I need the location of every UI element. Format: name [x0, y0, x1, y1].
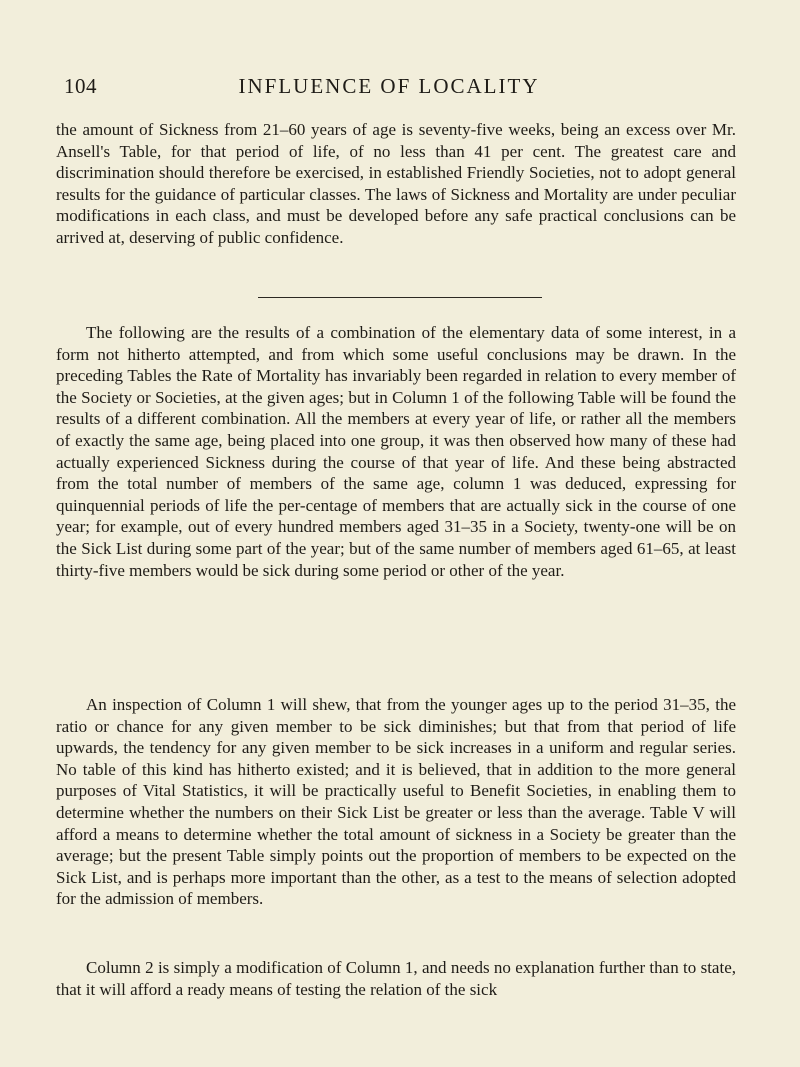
paragraph-2: The following are the results of a combination of the elementary data of some interest, in a form not hitherto attempted, and from which some useful conclusions may be drawn. In the preceding Tables the Rate of Mortality has invariably been regarded in relation to every member of the Society or Societies, at the given ages; but in Column 1 of the following Table will be found the results of a different combination. All the members at every year of life, or rather all the members of exactly the same age, being placed into one group, it was then observed how many of these had actually experienced Sickness during the course of that year of life. And these being abstracted from the total number of members of the same age, column 1 was deduced, expressing for quinquennial periods of life the per-centage of members that are actually sick in the course of one year; for example, out of every hundred members aged 31–35 in a Society, twenty-one will be on the Sick List during some part of the year; but of the same number of members aged 61–65, at least thirty-five members would be sick during some period or other of the year.: [56, 323, 736, 580]
page-header: [64, 74, 714, 102]
running-title: INFLUENCE OF LOCALITY: [238, 74, 540, 98]
paragraph-4: Column 2 is simply a modification of Column 1, and needs no explanation further than to state, that it will afford a ready means of testing the relation of the sick: [56, 958, 736, 999]
paragraph-1: the amount of Sickness from 21–60 years of age is seventy-five weeks, being an excess over Mr. Ansell's Table, for that period of life, of no less than 41 per cent. The greatest care and discrimination should therefore be exercised, in established Friendly Societies, not to adopt general results for the guidance of particular classes. The laws of Sickness and Mortality are under peculiar modifications in each class, and must be developed before any safe practical conclusions can be arrived at, deserving of public confidence.: [56, 120, 736, 247]
page-number: 104: [64, 74, 97, 98]
paragraph-3: An inspection of Column 1 will shew, that from the younger ages up to the period 31–35, the ratio or chance for any given member to be sick diminishes; but that from that period of life upwards, the tendency for any given member to be sick increases in a uniform and regular series. No table of this kind has hitherto existed; and it is believed, that in addition to the more general purposes of Vital Statistics, it will be practically useful to Benefit Societies, in enabling them to determine whether the numbers on their Sick List be greater or less than the average. Table V will afford a means to determine whether the total amount of sickness in a Society be greater than the average; but the present Table simply points out the proportion of members to be expected on the Sick List, and is perhaps more important than the other, as a test to the means of selection adopted for the admission of members.: [56, 695, 736, 909]
section-divider: [258, 297, 542, 298]
